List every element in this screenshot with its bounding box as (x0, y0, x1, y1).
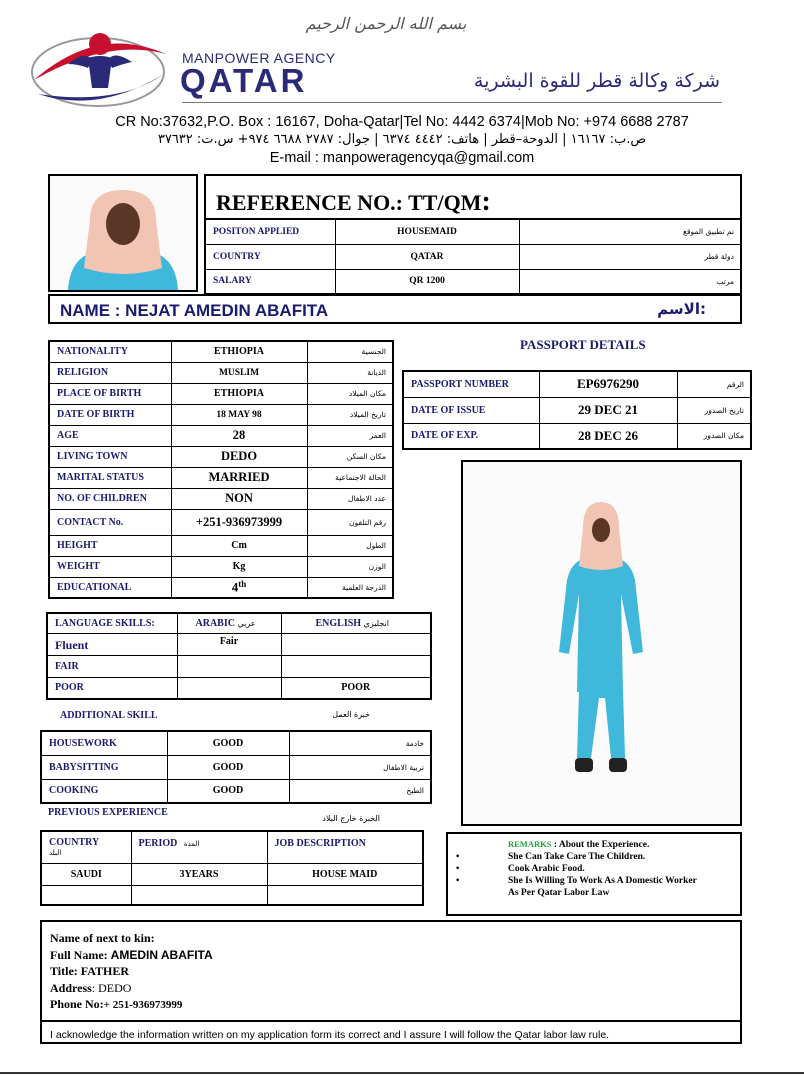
passport-title: PASSPORT DETAILS (520, 337, 646, 352)
skill-arabic: تربية الاطفال (289, 755, 431, 779)
personal-value-main: 4 (231, 579, 239, 595)
skill-label: HOUSEWORK (41, 731, 167, 755)
passport-label: PASSPORT NUMBER (403, 371, 539, 397)
email-line: E-mail : manpoweragencyqa@gmail.com (269, 150, 535, 166)
kin-title-line (50, 963, 740, 980)
skill-value: GOOD (167, 755, 289, 779)
calligraphy: بسم الله الرحمن الرحيم (305, 14, 467, 33)
personal-value (171, 577, 307, 598)
reference-arabic: تم تطبيق الموقع (519, 219, 741, 244)
passport-value: 28 DEC 26 (539, 423, 677, 449)
skill-label: BABYSITTING (41, 755, 167, 779)
personal-label: LIVING TOWN (49, 446, 171, 467)
table-row (47, 613, 431, 633)
additional-skill-table (40, 730, 432, 804)
remarks-item-text: She Is Willing To Work As A Domestic Worker As Per Qatar Labor Law (508, 876, 697, 898)
language-english-value (281, 655, 431, 677)
personal-arabic: الطول (307, 535, 393, 556)
kin-address-label: Address (50, 980, 92, 995)
contact-line-en: CR No:37632,P.O. Box : 16167, Doha-Qatar|Tel No: 4442 6374|Mob No: +974 6688 2787 (115, 114, 689, 130)
personal-label: HEIGHT (49, 535, 171, 556)
experience-period-header (131, 831, 267, 863)
personal-arabic: مكان السكن (307, 446, 393, 467)
personal-label: PLACE OF BIRTH (49, 383, 171, 404)
language-level: Fluent (47, 633, 177, 655)
table-row (49, 446, 393, 467)
table-row (49, 556, 393, 577)
passport-arabic: تاريخ الصدور (677, 397, 751, 423)
english-label-ar: انجليزي (363, 618, 389, 628)
reference-value: QR 1200 (335, 269, 519, 294)
passport-label: DATE OF EXP. (403, 423, 539, 449)
reference-arabic: دولة قطر (519, 244, 741, 269)
language-level: POOR (47, 677, 177, 699)
passport-label: DATE OF ISSUE (403, 397, 539, 423)
skill-arabic: الطبخ (289, 779, 431, 803)
applicant-name: NAME : NEJAT AMEDIN ABAFITA (60, 301, 329, 320)
table-row (205, 219, 741, 244)
passport-table (402, 370, 752, 450)
reference-colon: : (481, 186, 491, 217)
personal-value: 18 MAY 98 (171, 404, 307, 425)
additional-skill-title: ADDITIONAL SKILL (60, 710, 158, 721)
arabic-label: ARABIC (195, 617, 235, 629)
personal-arabic: رقم التلفون (307, 509, 393, 535)
skill-label: COOKING (41, 779, 167, 803)
portrait-photo (48, 174, 198, 292)
table-row (49, 577, 393, 598)
table-row (41, 755, 431, 779)
personal-value: MUSLIM (171, 362, 307, 383)
language-arabic-value: Fair (177, 633, 281, 655)
personal-label: CONTACT No. (49, 509, 171, 535)
table-row (49, 467, 393, 488)
personal-arabic: عدد الاطفال (307, 488, 393, 509)
reference-label: COUNTRY (205, 244, 335, 269)
personal-value: 28 (171, 425, 307, 446)
kin-full-name-label: Full Name: (50, 947, 108, 962)
table-row (49, 383, 393, 404)
reference-header (204, 174, 742, 218)
personal-label: EDUCATIONAL (49, 577, 171, 598)
kin-full-name: AMEDIN ABAFITA (110, 947, 213, 962)
personal-value: +251-936973999 (171, 509, 307, 535)
table-row (403, 397, 751, 423)
remarks-heading: : About the Experience. (553, 840, 650, 850)
reference-value: QATAR (335, 244, 519, 269)
kin-address-value: : DEDO (91, 980, 132, 995)
table-row (49, 341, 393, 362)
experience-job: HOUSE MAID (267, 863, 423, 885)
language-english-value (281, 633, 431, 655)
table-row (47, 655, 431, 677)
remarks-item-text: Cook Arabic Food. (508, 864, 585, 874)
kin-phone-label: Phone No: (50, 997, 104, 1011)
full-body-photo (461, 460, 742, 826)
name-bar (48, 294, 742, 324)
language-header: LANGUAGE SKILLS: (47, 613, 177, 633)
personal-value: ETHIOPIA (171, 341, 307, 362)
empty-cell (131, 885, 267, 905)
personal-arabic: تاريخ الميلاد (307, 404, 393, 425)
table-row (49, 488, 393, 509)
reference-arabic: مرتب (519, 269, 741, 294)
additional-skill-title-ar: خبرة العمل (332, 710, 370, 719)
page-footer-rule (0, 1072, 804, 1074)
personal-value: MARRIED (171, 467, 307, 488)
personal-value: ETHIOPIA (171, 383, 307, 404)
remarks-item (456, 851, 734, 863)
language-arabic-value (177, 655, 281, 677)
reference-table (204, 218, 742, 295)
personal-label: NO. OF CHILDREN (49, 488, 171, 509)
bullet-icon: • (456, 852, 460, 862)
remarks-heading-line (456, 838, 734, 851)
reference-label: POSITON APPLIED (205, 219, 335, 244)
kin-address-line (50, 980, 740, 997)
empty-cell (267, 885, 423, 905)
kin-full-name-line (50, 947, 740, 964)
table-row (205, 244, 741, 269)
bullet-icon: • (456, 876, 460, 886)
english-column (281, 613, 431, 633)
next-of-kin-box (40, 920, 742, 1022)
english-label: ENGLISH (315, 617, 362, 629)
personal-details-table (48, 340, 394, 599)
passport-arabic: الرقم (677, 371, 751, 397)
empty-cell (41, 885, 131, 905)
passport-value: 29 DEC 21 (539, 397, 677, 423)
table-row (41, 885, 423, 905)
table-row (49, 425, 393, 446)
previous-experience-title: PREVIOUS EXPERIENCE (48, 807, 168, 818)
passport-value: EP6976290 (539, 371, 677, 397)
personal-arabic: الحالة الاجتماعية (307, 467, 393, 488)
personal-label: DATE OF BIRTH (49, 404, 171, 425)
agency-logo (28, 14, 170, 116)
table-row (49, 535, 393, 556)
table-row (403, 371, 751, 397)
personal-arabic: الجنسية (307, 341, 393, 362)
acknowledgement-box (40, 1020, 742, 1044)
arabic-column (177, 613, 281, 633)
kin-title: Name of next to kin: (50, 931, 155, 945)
personal-value: Cm (171, 535, 307, 556)
period-header-ar: المدة (183, 840, 200, 848)
personal-arabic: الدرجة العلمية (307, 577, 393, 598)
name-arabic: الاسم: (657, 300, 706, 318)
personal-arabic: الديانة (307, 362, 393, 383)
personal-label: NATIONALITY (49, 341, 171, 362)
kin-phone-value: + 251-936973999 (103, 999, 183, 1011)
personal-value: Kg (171, 556, 307, 577)
reference-value: HOUSEMAID (335, 219, 519, 244)
reference-title: REFERENCE NO.: TT/QM (216, 190, 482, 215)
language-level: FAIR (47, 655, 177, 677)
period-header-label: PERIOD (138, 838, 178, 849)
kin-title-label: Title: (50, 964, 78, 978)
language-english-value: POOR (281, 677, 431, 699)
remarks-item-text: She Can Take Care The Children. (508, 852, 646, 862)
remarks-box (446, 832, 742, 916)
kin-phone-line (50, 996, 740, 1014)
experience-period: 3YEARS (131, 863, 267, 885)
agency-name-arabic: شركة وكالة قطر للقوة البشرية (473, 70, 720, 92)
skill-arabic: خادمة (289, 731, 431, 755)
table-row (47, 633, 431, 655)
remarks-item (456, 875, 734, 899)
remarks-item (456, 863, 734, 875)
kin-title-value: FATHER (80, 964, 130, 978)
personal-value: NON (171, 488, 307, 509)
experience-country: SAUDI (41, 863, 131, 885)
passport-arabic: مكان الصدور (677, 423, 751, 449)
experience-job-header: JOB DESCRIPTION (267, 831, 423, 863)
previous-experience-title-ar: الخبرة خارج البلاد (322, 814, 380, 823)
personal-arabic: العمر (307, 425, 393, 446)
personal-label: AGE (49, 425, 171, 446)
experience-country-header (41, 831, 131, 863)
reference-label: SALARY (205, 269, 335, 294)
table-row (47, 677, 431, 699)
contact-line-ar: ص.ب: ١٦١٦٧ | الدوحة–قطر | هاتف: ٤٤٤٢ ٦٣٧٤ | جوال: ٢٧٨٧ ٦٦٨٨ ٩٧٤+ س.ت: ٣٧٦٣٢ (157, 132, 647, 147)
table-row (49, 362, 393, 383)
agency-name-big: QATAR (180, 62, 308, 99)
remarks-label: REMARKS (508, 839, 552, 849)
table-row (49, 509, 393, 535)
table-row (41, 779, 431, 803)
table-row (49, 404, 393, 425)
personal-arabic: الوزن (307, 556, 393, 577)
language-arabic-value (177, 677, 281, 699)
table-row (41, 831, 423, 863)
agency-name-small: MANPOWER AGENCY (182, 50, 336, 66)
personal-label: WEIGHT (49, 556, 171, 577)
arabic-label-ar: عربي (237, 618, 256, 628)
bullet-icon: • (456, 864, 460, 874)
personal-label: MARITAL STATUS (49, 467, 171, 488)
table-row (41, 863, 423, 885)
skill-value: GOOD (167, 731, 289, 755)
personal-value-sup: th (238, 579, 247, 590)
table-row (403, 423, 751, 449)
country-header-label: COUNTRY (49, 837, 100, 848)
header-rule (182, 102, 722, 103)
experience-table (40, 830, 424, 906)
table-row (205, 269, 741, 294)
personal-arabic: مكان الميلاد (307, 383, 393, 404)
language-table (46, 612, 432, 700)
table-row (41, 731, 431, 755)
personal-label: RELIGION (49, 362, 171, 383)
skill-value: GOOD (167, 779, 289, 803)
personal-value: DEDO (171, 446, 307, 467)
acknowledgement-text: I acknowledge the information written on my application form its correct and I assure I will follow the Qatar labor law rule. (50, 1029, 610, 1041)
country-header-ar: البلد (49, 849, 62, 857)
